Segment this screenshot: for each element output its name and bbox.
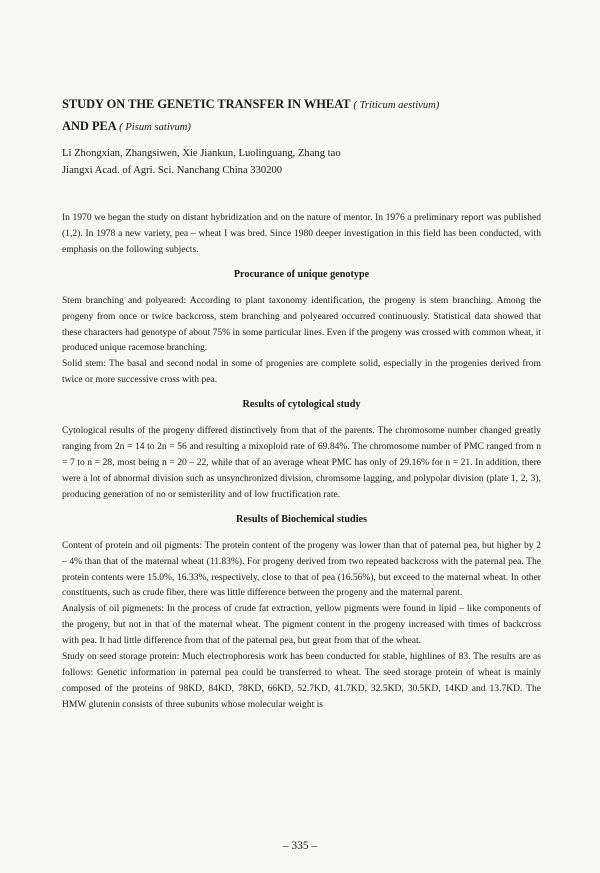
- title-main-1: STUDY ON THE GENETIC TRANSFER IN WHEAT: [62, 97, 351, 111]
- intro-paragraph: In 1970 we began the study on distant hybridization and on the nature of mentor. In 1976 a preliminary report was published (1,2). In 1978 a new variety, pea – wheat I was bred. Since 1980 deeper investigation in this field has been conducted, with emphasis on the following subjects.: [62, 212, 541, 255]
- paragraph-stem-branching: Stem branching and polyeared: According to plant taxonomy identification, the progeny is stem branching. Among the progeny from once or twice backcross, stem branching and polyeared occurred continuously. Statistical data showed that these characters had genotype of about 75% in some particular lines. Even if the progeny was crossed with common wheat, it produced unique racemose branching.: [62, 294, 541, 354]
- title-scientific-name-2: ( Pisum sativum): [119, 122, 191, 133]
- page-number: – 335 –: [282, 840, 318, 852]
- paragraph-oil-pigments: Analysis of oil pigmenets: In the process of crude fat extraction, yellow pigments were found in lipid – like components of the progeny, but not in that of the maternal wheat. The pigment content in the progeny increased with times of backcross with pea. It had little difference from that of the paternal pea, but great from that of the wheat.: [62, 603, 541, 647]
- title-scientific-name-1: ( Triticum aestivum): [353, 100, 440, 111]
- author-affiliation: Jiangxi Acad. of Agri. Sci. Nanchang China 330200: [62, 165, 283, 176]
- title-main-2: AND PEA: [62, 119, 117, 133]
- title-line-2: [62, 116, 562, 138]
- paragraph-seed-storage-protein: Study on seed storage protein: Much electrophoresis work has been conducted for stable, highlines of 83. The results are as follows: Genetic information in paternal pea could be transferred to wheat. The seed storage protein of wheat is mainly composed of the proteins of 98KD, 84KD, 78KD, 66KD, 52.7KD, 41.7KD, 32.5KD, 30.5KD, 14KD and 13.7KD. The HMW glutenin consists of three subunits whose molecular weight is: [62, 651, 541, 710]
- section-heading-genotype: Procurance of unique genotype: [233, 268, 370, 280]
- paragraph-protein-oil: Content of protein and oil pigments: The protein content of the progeny was lower than that of paternal pea, but higher by 2 – 4% than that of the maternal wheat (11.83%). For progeny derived from two repeated backcross with the paternal pea. The protein contents were 15.0%, 16.33%, respectively, close to that of pea (16.56%), but exceed to the maternal wheat. In other constituents, such as crude fiber, there was little difference between the progeny and the maternal parent.: [62, 539, 541, 599]
- paper-title: [62, 94, 562, 138]
- author-names: Li Zhongxian, Zhangsiwen, Xie Jiankun, Luolinguang, Zhang tao: [62, 148, 341, 159]
- paragraph-cytological: Cytological results of the progeny differed distinctively from that of the parents. The chromosome number changed greatly ranging from 2n = 14 to 2n = 56 and resulting a mixoploid rate of 69.84%. The chromosome number of PMC ranged from n = 7 to n = 28, most being n = 20 – 22, while that of an average wheat PMC has only of 29.16% for n = 21. In addition, there were a lot of abnormal division such as unsynchronized division, chromsome lagging, and polypolar division (plate 1, 2, 3), producing generation of no or semisterility and of low fructification rate.: [62, 425, 541, 500]
- section-heading-biochemical: Results of Biochemical studies: [235, 513, 368, 525]
- section-heading-cytological: Results of cytological study: [242, 399, 361, 411]
- title-line-1: [62, 94, 562, 116]
- author-block: [62, 145, 562, 179]
- paragraph-solid-stem: Solid stem: The basal and second nodal in some of progenies are complete solid, especially in the progenies derived from twice or more successive cross with pea.: [62, 358, 541, 386]
- paper-body: [62, 210, 541, 713]
